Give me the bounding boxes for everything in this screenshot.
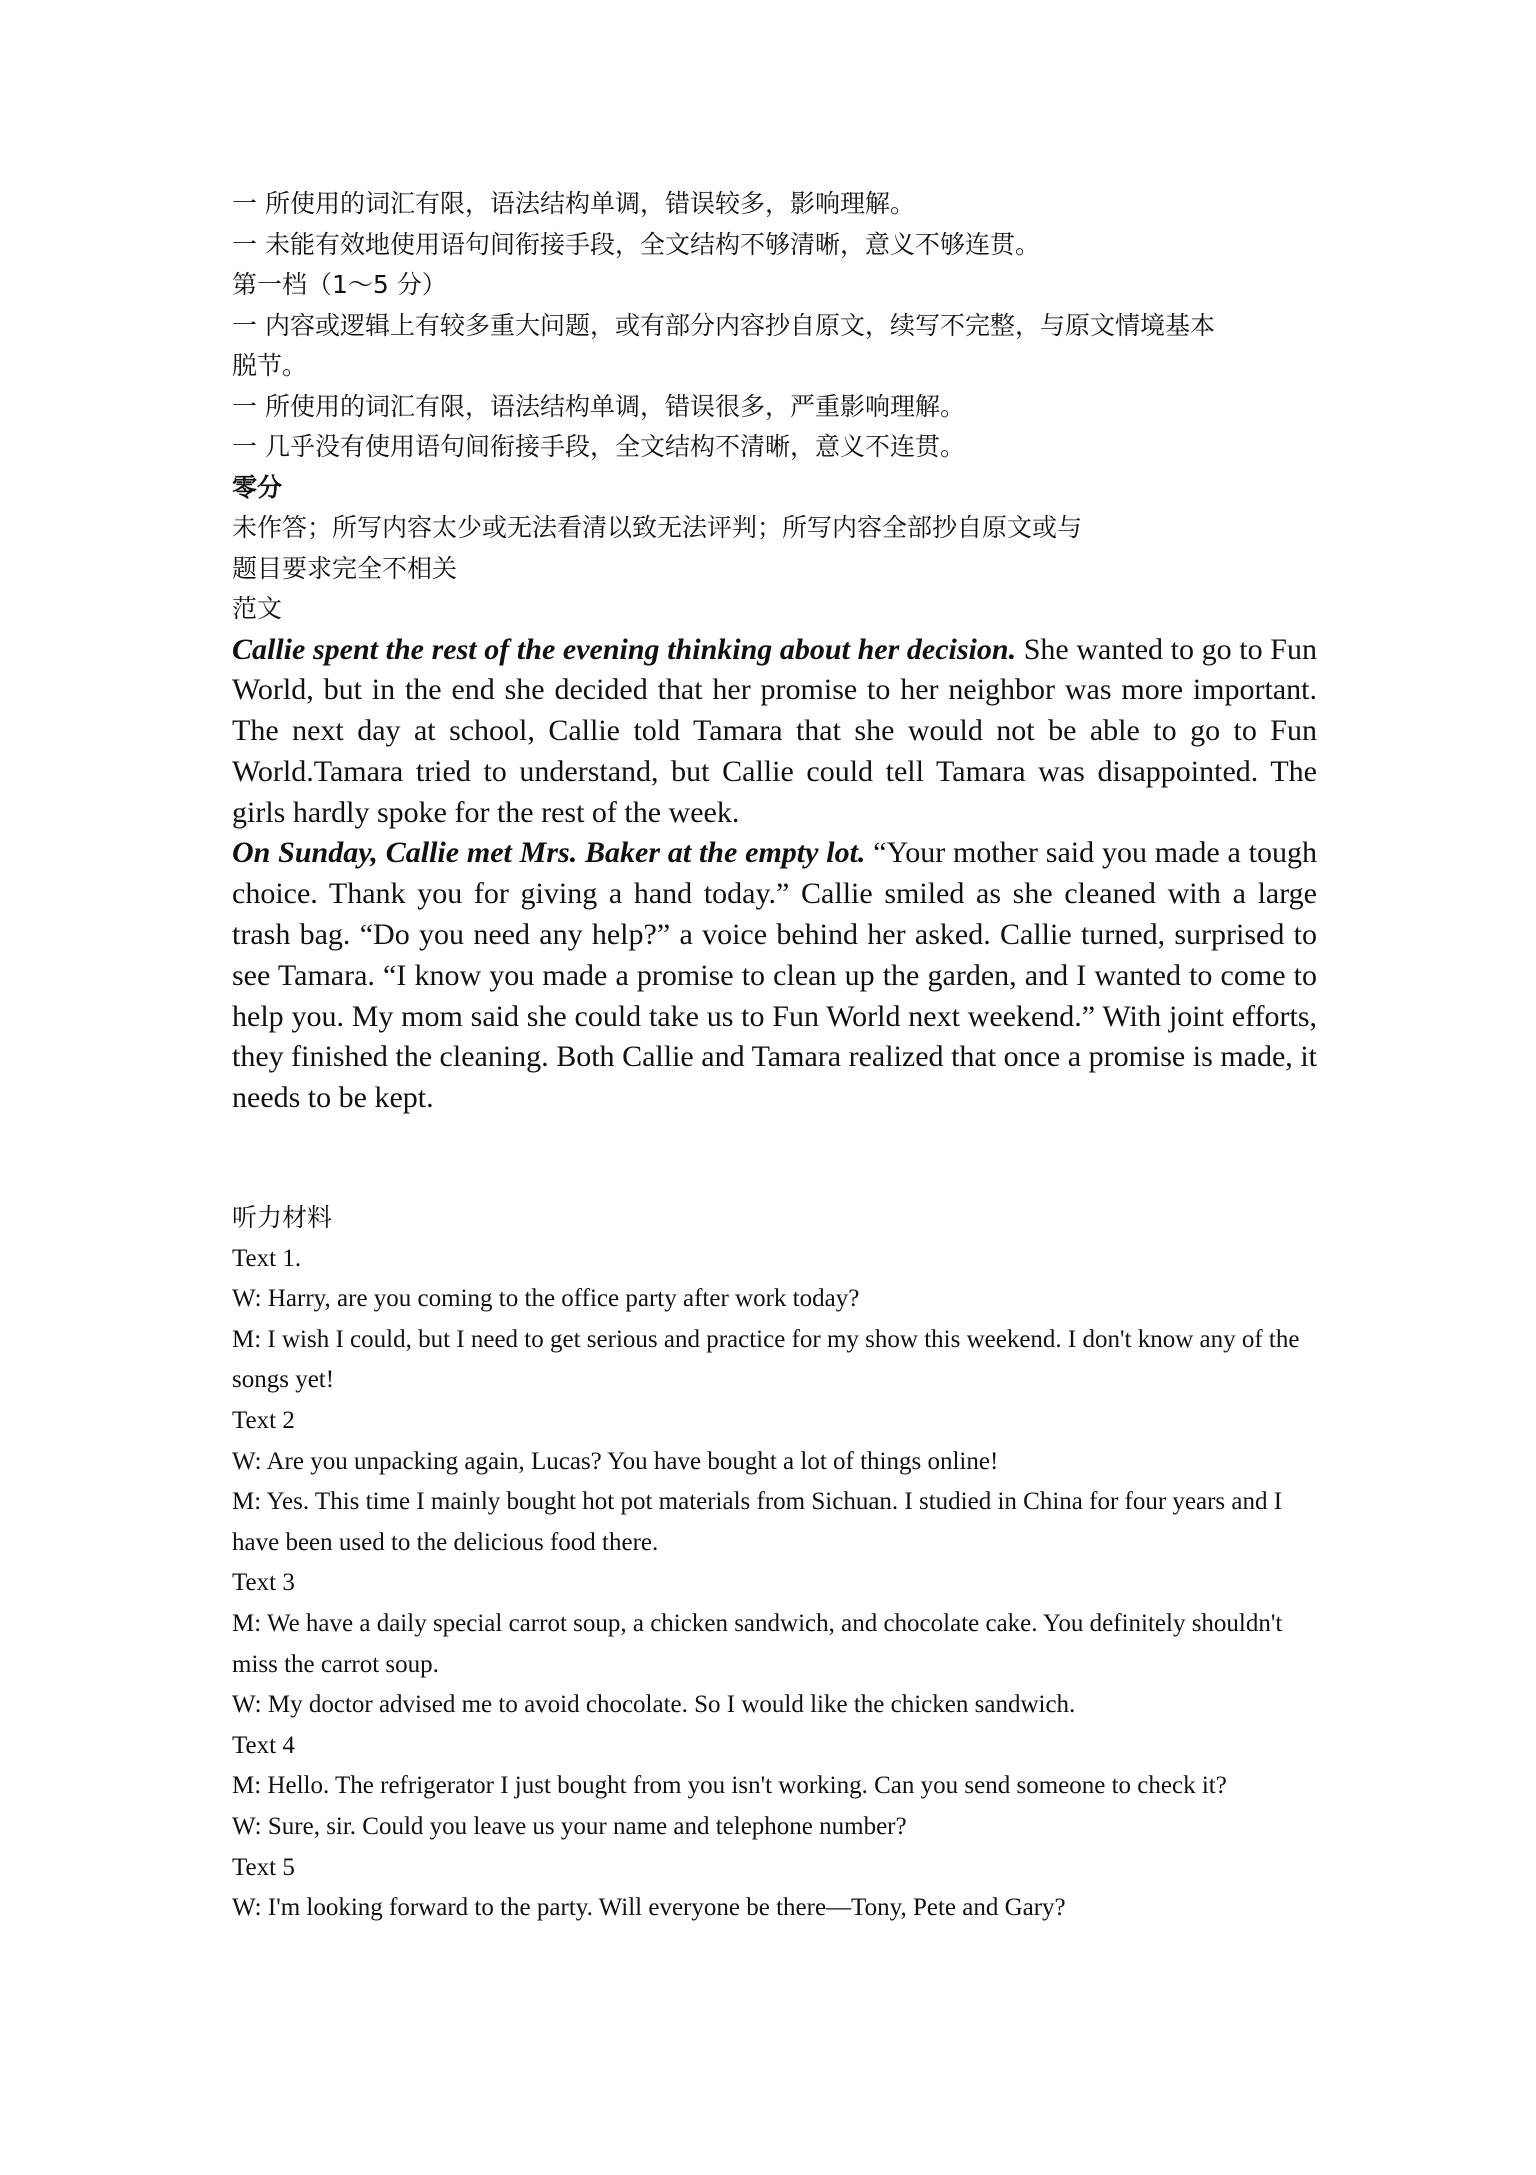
dialogue-line: M: We have a daily special carrot soup, a chicken sandwich, and chocolate cake. You definitely shouldn't miss the carrot soup. <box>232 1610 1283 1678</box>
dialogue-line: W: Are you unpacking again, Lucas? You have bought a lot of things online! <box>232 1447 999 1475</box>
zero-score-heading: 零分 <box>232 472 283 502</box>
zero-score-line: 未作答；所写内容太少或无法看清以致无法评判；所写内容全部抄自原文或与 <box>232 513 1083 542</box>
text-label: Text 3 <box>232 1569 295 1597</box>
rubric-item: 脱节。 <box>232 351 308 380</box>
dialogue-line: W: Sure, sir. Could you leave us your name and telephone number? <box>232 1812 907 1840</box>
rubric-item: 一 未能有效地使用语句间衔接手段，全文结构不够清晰，意义不够连贯。 <box>232 229 1040 259</box>
rubric-item: 一 所使用的词汇有限，语法结构单调，错误较多，影响理解。 <box>232 189 915 218</box>
sample-essay-heading: 范文 <box>232 594 283 623</box>
section-spacer <box>232 1119 1322 1198</box>
dialogue-line: W: Harry, are you coming to the office party after work today? <box>232 1285 860 1313</box>
essay-paragraph-2-body: “Your mother said you made a tough choice. Thank you for giving a hand today.” Callie smiled as she cleaned with a large trash bag. “Do you need any help?” a voice behind her asked. Callie turned, surprised to see Tamara. “I know you made a promise to clean up the garden, and I wanted to come to help you. My mom said she could take us to Fun World next weekend.” With joint efforts, they finished the cleaning. Both Callie and Tamara realized that once a promise is made, it needs to be kept. <box>232 836 1318 1115</box>
essay-paragraph-1 <box>232 630 1317 834</box>
text-label: Text 5 <box>232 1853 295 1881</box>
essay-paragraph-2 <box>232 833 1317 1119</box>
text-label: Text 1. <box>232 1244 302 1272</box>
dialogue-line: M: Yes. This time I mainly bought hot pot materials from Sichuan. I studied in China for four years and I have been used to the delicious food there. <box>232 1488 1283 1556</box>
dialogue-line: W: I'm looking forward to the party. Will everyone be there—Tony, Pete and Gary? <box>232 1894 1066 1922</box>
dialogue-line: W: My doctor advised me to avoid chocolate. So I would like the chicken sandwich. <box>232 1691 1076 1719</box>
zero-score-line: 题目要求完全不相关 <box>232 553 458 583</box>
essay-paragraph-1-body: She wanted to go to Fun World, but in the end she decided that her promise to her neighbor was more important. The next day at school, Callie told Tamara that she would not be able to go to Fun World.Tamara tried to understand, but Callie could tell Tamara was disappointed. The girls hardly spoke for the rest of the week. <box>232 632 1317 829</box>
rubric-item: 一 内容或逻辑上有较多重大问题，或有部分内容抄自原文，续写不完整，与原文情境基本 <box>232 310 1215 340</box>
listening-materials <box>232 1198 1322 1929</box>
rubric-item: 一 所使用的词汇有限，语法结构单调，错误很多，严重影响理解。 <box>232 391 965 421</box>
essay-paragraph-2-lead: On Sunday, Callie met Mrs. Baker at the empty lot. <box>232 836 866 870</box>
sample-essay <box>232 630 1322 1120</box>
text-label: Text 4 <box>232 1731 295 1759</box>
rubric-section <box>232 184 1322 630</box>
dialogue-line: M: I wish I could, but I need to get serious and practice for my show this weekend. I don't know any of the songs yet! <box>232 1325 1300 1394</box>
essay-paragraph-1-lead: Callie spent the rest of the evening thinking about her decision. <box>232 632 1017 666</box>
listening-heading: 听力材料 <box>232 1203 333 1233</box>
tier1-heading: 第一档（1～5 分） <box>232 270 447 299</box>
rubric-item: 一 几乎没有使用语句间衔接手段，全文结构不清晰，意义不连贯。 <box>232 432 965 461</box>
text-label: Text 2 <box>232 1407 295 1435</box>
document-page <box>232 184 1322 1929</box>
dialogue-line: M: Hello. The refrigerator I just bought from you isn't working. Can you send someone to check it? <box>232 1772 1227 1800</box>
